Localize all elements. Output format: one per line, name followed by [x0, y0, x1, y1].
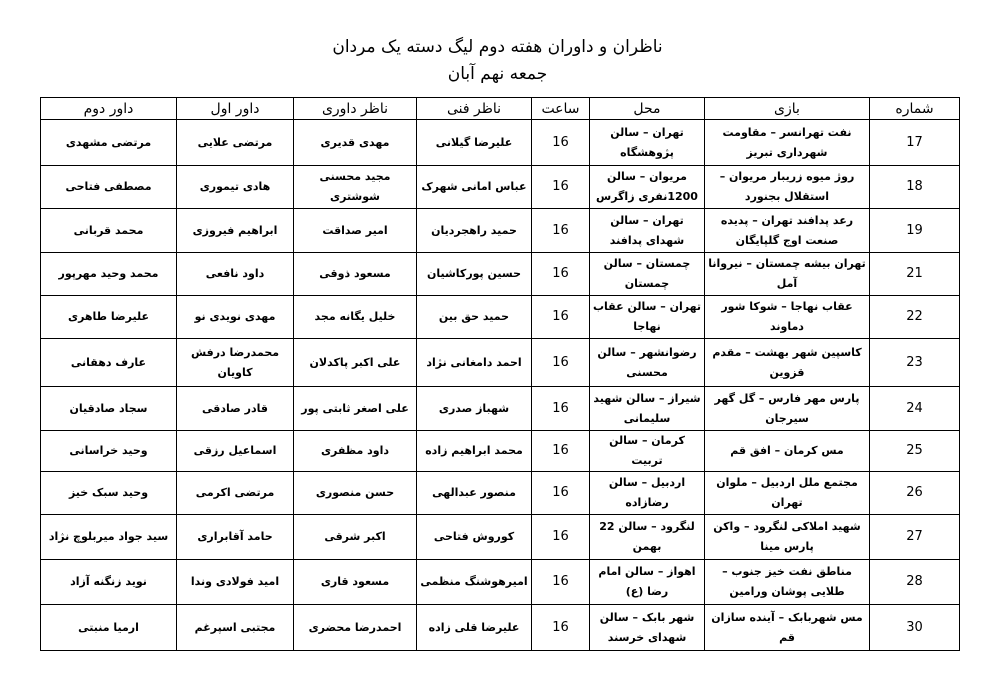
first-referee-cell: مرتضی علایی [177, 120, 294, 166]
match-number-cell: 24 [870, 387, 960, 431]
second-referee-cell: محمد قربانی [41, 209, 177, 253]
venue-cell: شیراز – سالن شهید سلیمانی [590, 387, 705, 431]
header-second-referee: داور دوم [41, 98, 177, 120]
referee-observer-cell: علی اکبر پاکدلان [294, 339, 417, 387]
first-referee-cell: حامد آقابراری [177, 515, 294, 560]
match-number-cell: 22 [870, 296, 960, 339]
second-referee-cell: مرتضی مشهدی [41, 120, 177, 166]
referee-observer-cell: مهدی قدیری [294, 120, 417, 166]
referee-observer-cell: خلیل یگانه مجد [294, 296, 417, 339]
match-name-cell: مناطق نفت خیز جنوب – طلایی پوشان ورامین [705, 560, 870, 605]
technical-observer-cell: محمد ابراهیم زاده [417, 431, 532, 472]
table-row [41, 472, 960, 515]
match-name-cell: رعد پدافند تهران – پدیده صنعت اوج گلپایگان [705, 209, 870, 253]
first-referee-cell: مرتضی اکرمی [177, 472, 294, 515]
referee-observer-cell: علی اصغر ثابتی پور [294, 387, 417, 431]
technical-observer-cell: حمید راهجردیان [417, 209, 532, 253]
table-row [41, 605, 960, 651]
second-referee-cell: مصطفی فتاحی [41, 166, 177, 209]
referee-schedule-table [40, 97, 960, 651]
venue-cell: اهواز – سالن امام رضا (ع) [590, 560, 705, 605]
first-referee-cell: اسماعیل رزقی [177, 431, 294, 472]
venue-cell: کرمان – سالن تربیت [590, 431, 705, 472]
match-name-cell: مجتمع ملل اردبیل – ملوان تهران [705, 472, 870, 515]
document-title: ناظران و داوران هفته دوم لیگ دسته یک مردان [332, 37, 663, 57]
referee-observer-cell: مسعود قاری [294, 560, 417, 605]
technical-observer-cell: عباس امانی شهرک [417, 166, 532, 209]
match-number-cell: 18 [870, 166, 960, 209]
venue-cell: رضوانشهر – سالن محسنی [590, 339, 705, 387]
first-referee-cell: مجتبی اسپرغم [177, 605, 294, 651]
match-number-cell: 21 [870, 253, 960, 296]
first-referee-cell: داود نافعی [177, 253, 294, 296]
technical-observer-cell: حسین پورکاشیان [417, 253, 532, 296]
match-name-cell: نفت تهرانسر – مقاومت شهرداری تبریز [705, 120, 870, 166]
referee-observer-cell: مجید محسنی شوشتری [294, 166, 417, 209]
technical-observer-cell: کوروش فتاحی [417, 515, 532, 560]
match-name-cell: پارس مهر فارس – گل گهر سیرجان [705, 387, 870, 431]
match-name-cell: کاسپین شهر بهشت – مقدم قزوین [705, 339, 870, 387]
venue-cell: اردبیل – سالن رضازاده [590, 472, 705, 515]
first-referee-cell: قادر صادقی [177, 387, 294, 431]
match-time-cell: 16 [532, 339, 590, 387]
match-number-cell: 28 [870, 560, 960, 605]
header-venue: محل [590, 98, 705, 120]
technical-observer-cell: منصور عبدالهی [417, 472, 532, 515]
first-referee-cell: ابراهیم فیروزی [177, 209, 294, 253]
match-time-cell: 16 [532, 253, 590, 296]
venue-cell: چمستان – سالن چمستان [590, 253, 705, 296]
match-name-cell: تهران بیشه چمستان – نیروانا آمل [705, 253, 870, 296]
match-number-cell: 25 [870, 431, 960, 472]
match-name-cell: عقاب نهاجا – شوکا شور دماوند [705, 296, 870, 339]
match-number-cell: 19 [870, 209, 960, 253]
match-name-cell: روژ میوه زریبار مریوان – استقلال بجنورد [705, 166, 870, 209]
second-referee-cell: علیرضا طاهری [41, 296, 177, 339]
table-row [41, 120, 960, 166]
match-time-cell: 16 [532, 120, 590, 166]
table-header-row [41, 98, 960, 120]
match-time-cell: 16 [532, 296, 590, 339]
venue-cell: شهر بابک – سالن شهدای خرسند [590, 605, 705, 651]
document-subtitle: جمعه نهم آبان [447, 64, 548, 84]
match-name-cell: مس شهربابک – آینده سازان قم [705, 605, 870, 651]
header-number: شماره [870, 98, 960, 120]
match-number-cell: 27 [870, 515, 960, 560]
table-row [41, 339, 960, 387]
first-referee-cell: مهدی نویدی نو [177, 296, 294, 339]
match-name-cell: مس کرمان – افق قم [705, 431, 870, 472]
venue-cell: لنگرود – سالن 22 بهمن [590, 515, 705, 560]
table-row [41, 296, 960, 339]
referee-observer-cell: امیر صداقت [294, 209, 417, 253]
table-row [41, 253, 960, 296]
second-referee-cell: نوید زنگنه آزاد [41, 560, 177, 605]
table-row [41, 515, 960, 560]
first-referee-cell: محمدرضا درفش کاویان [177, 339, 294, 387]
venue-cell: تهران – سالن عقاب نهاجا [590, 296, 705, 339]
referee-observer-cell: احمدرضا محضری [294, 605, 417, 651]
table-row [41, 209, 960, 253]
referee-observer-cell: اکبر شرقی [294, 515, 417, 560]
header-match: بازی [705, 98, 870, 120]
table-row [41, 387, 960, 431]
match-time-cell: 16 [532, 515, 590, 560]
second-referee-cell: وحید خراسانی [41, 431, 177, 472]
second-referee-cell: ارمیا منبتی [41, 605, 177, 651]
second-referee-cell: سید جواد میربلوچ نژاد [41, 515, 177, 560]
match-time-cell: 16 [532, 431, 590, 472]
second-referee-cell: وحید سبک خیز [41, 472, 177, 515]
technical-observer-cell: حمید حق بین [417, 296, 532, 339]
referee-observer-cell: حسن منصوری [294, 472, 417, 515]
match-time-cell: 16 [532, 472, 590, 515]
table-row [41, 560, 960, 605]
match-number-cell: 17 [870, 120, 960, 166]
second-referee-cell: عارف دهقانی [41, 339, 177, 387]
match-time-cell: 16 [532, 560, 590, 605]
match-number-cell: 30 [870, 605, 960, 651]
referee-observer-cell: داود مظفری [294, 431, 417, 472]
technical-observer-cell: علیرضا قلی زاده [417, 605, 532, 651]
match-number-cell: 23 [870, 339, 960, 387]
venue-cell: تهران – سالن پژوهشگاه [590, 120, 705, 166]
referee-observer-cell: مسعود ذوقی [294, 253, 417, 296]
header-referee-observer: ناظر داوری [294, 98, 417, 120]
venue-cell: مریوان – سالن 1200نفری زاگرس [590, 166, 705, 209]
header-time: ساعت [532, 98, 590, 120]
second-referee-cell: محمد وحید مهرپور [41, 253, 177, 296]
header-technical-observer: ناظر فنی [417, 98, 532, 120]
technical-observer-cell: امیرهوشنگ منظمی [417, 560, 532, 605]
match-time-cell: 16 [532, 166, 590, 209]
match-time-cell: 16 [532, 209, 590, 253]
venue-cell: تهران – سالن شهدای پدافند [590, 209, 705, 253]
first-referee-cell: هادی تیموری [177, 166, 294, 209]
table-row [41, 431, 960, 472]
match-time-cell: 16 [532, 387, 590, 431]
second-referee-cell: سجاد صادقیان [41, 387, 177, 431]
match-time-cell: 16 [532, 605, 590, 651]
match-number-cell: 26 [870, 472, 960, 515]
header-first-referee: داور اول [177, 98, 294, 120]
table-row [41, 166, 960, 209]
technical-observer-cell: احمد دامغانی نژاد [417, 339, 532, 387]
match-name-cell: شهید املاکی لنگرود – واکن پارس مینا [705, 515, 870, 560]
technical-observer-cell: شهباز صدری [417, 387, 532, 431]
technical-observer-cell: علیرضا گیلانی [417, 120, 532, 166]
first-referee-cell: امید فولادی وندا [177, 560, 294, 605]
